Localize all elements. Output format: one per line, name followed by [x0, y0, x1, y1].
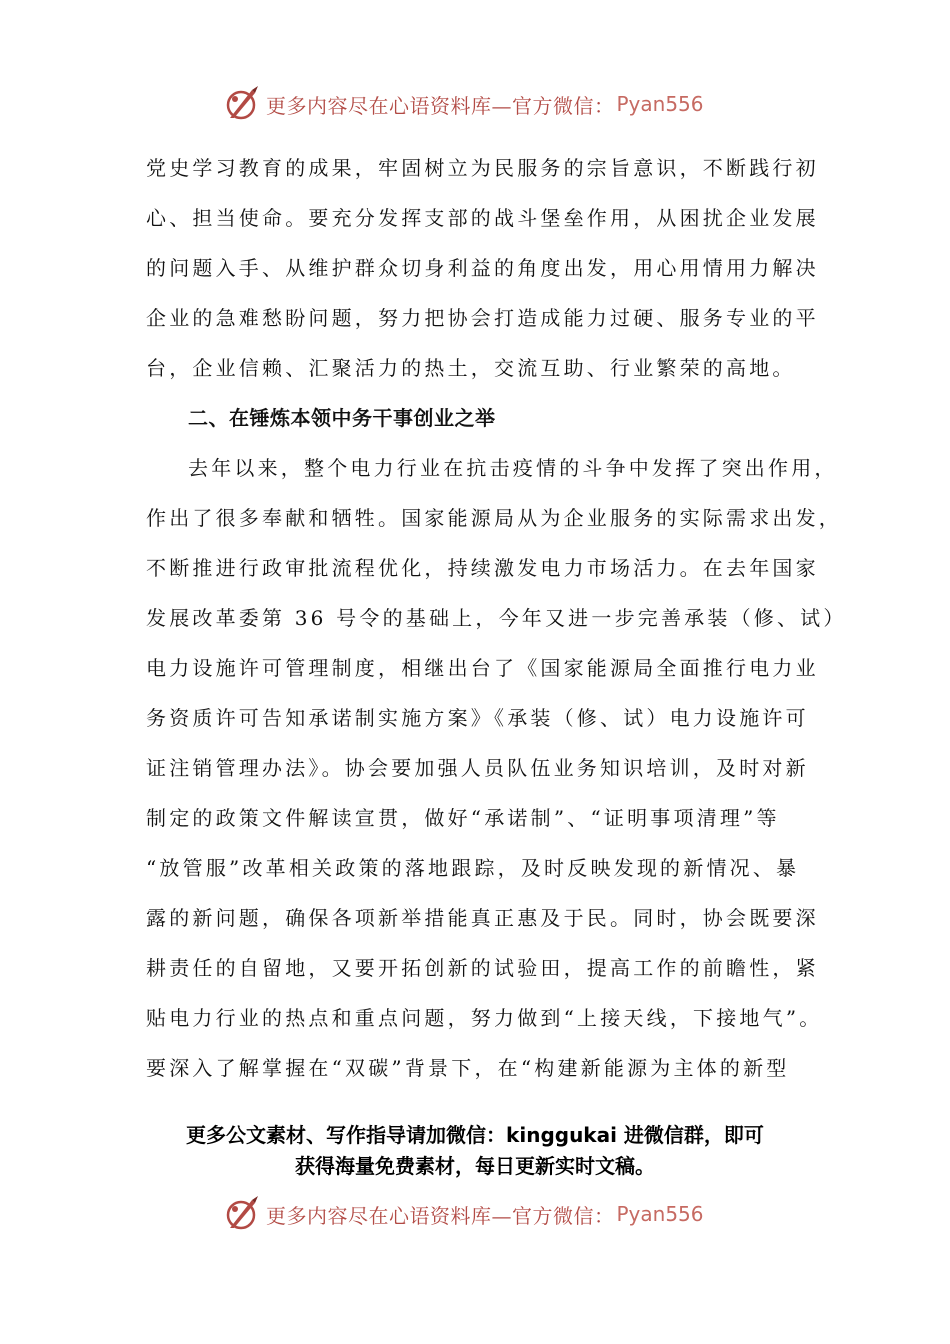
- body-line: 证注销管理办法》。协会要加强人员队伍业务知识培训，及时对新: [146, 756, 809, 780]
- quill-logo-icon: [222, 1194, 262, 1234]
- quill-logo-icon: [222, 84, 262, 124]
- watermark-wechat-id: Pyan556: [616, 1202, 704, 1226]
- body-line: 的问题入手、从维护群众切身利益的角度出发，用心用情用力解决: [146, 256, 819, 280]
- footer-watermark: [222, 1194, 704, 1234]
- body-line: 要深入了解掌握在“双碳”背景下，在“构建新能源为主体的新型: [146, 1056, 790, 1080]
- body-line: 不断推进行政审批流程优化，持续激发电力市场活力。在去年国家: [146, 556, 819, 580]
- promo-line-2: 获得海量免费素材，每日更新实时文稿。: [295, 1154, 655, 1178]
- body-line: 电力设施许可管理制度，相继出台了《国家能源局全面推行电力业: [146, 656, 819, 680]
- body-line: 发展改革委第 36 号令的基础上，今年又进一步完善承装（修、试）: [146, 606, 847, 630]
- body-line: 务资质许可告知承诺制实施方案》《承装（修、试）电力设施许可: [146, 706, 809, 730]
- body-line: 耕责任的自留地，又要开拓创新的试验田，提高工作的前瞻性，紧: [146, 956, 819, 980]
- watermark-text: 更多内容尽在心语资料库—官方微信：: [266, 93, 615, 118]
- body-line: 党史学习教育的成果，牢固树立为民服务的宗旨意识，不断践行初: [146, 156, 819, 180]
- body-line: “放管服”改革相关政策的落地跟踪，及时反映发现的新情况、暴: [146, 856, 800, 880]
- body-line: 企业的急难愁盼问题，努力把协会打造成能力过硬、服务专业的平: [146, 306, 819, 330]
- header-watermark: [222, 84, 704, 124]
- body-line: 台，企业信赖、汇聚活力的热土，交流互助、行业繁荣的高地。: [146, 356, 796, 380]
- promo-line-1: 更多公文素材、写作指导请加微信：kinggukai 进微信群，即可: [186, 1123, 764, 1147]
- watermark-text: 更多内容尽在心语资料库—官方微信：: [266, 1203, 615, 1228]
- body-line: 作出了很多奉献和牺牲。国家能源局从为企业服务的实际需求出发，: [146, 506, 842, 530]
- section-heading: 二、在锤炼本领中务干事创业之举: [188, 406, 496, 430]
- body-line: 贴电力行业的热点和重点问题，努力做到“上接天线，下接地气”。: [146, 1006, 823, 1030]
- watermark-wechat-id: Pyan556: [616, 92, 704, 116]
- body-line: 去年以来，整个电力行业在抗击疫情的斗争中发挥了突出作用，: [188, 456, 838, 480]
- body-line: 心、担当使命。要充分发挥支部的战斗堡垒作用，从困扰企业发展: [146, 206, 819, 230]
- body-line: 制定的政策文件解读宣贯，做好“承诺制”、“证明事项清理”等: [146, 806, 780, 830]
- body-line: 露的新问题，确保各项新举措能真正惠及于民。同时，协会既要深: [146, 906, 819, 930]
